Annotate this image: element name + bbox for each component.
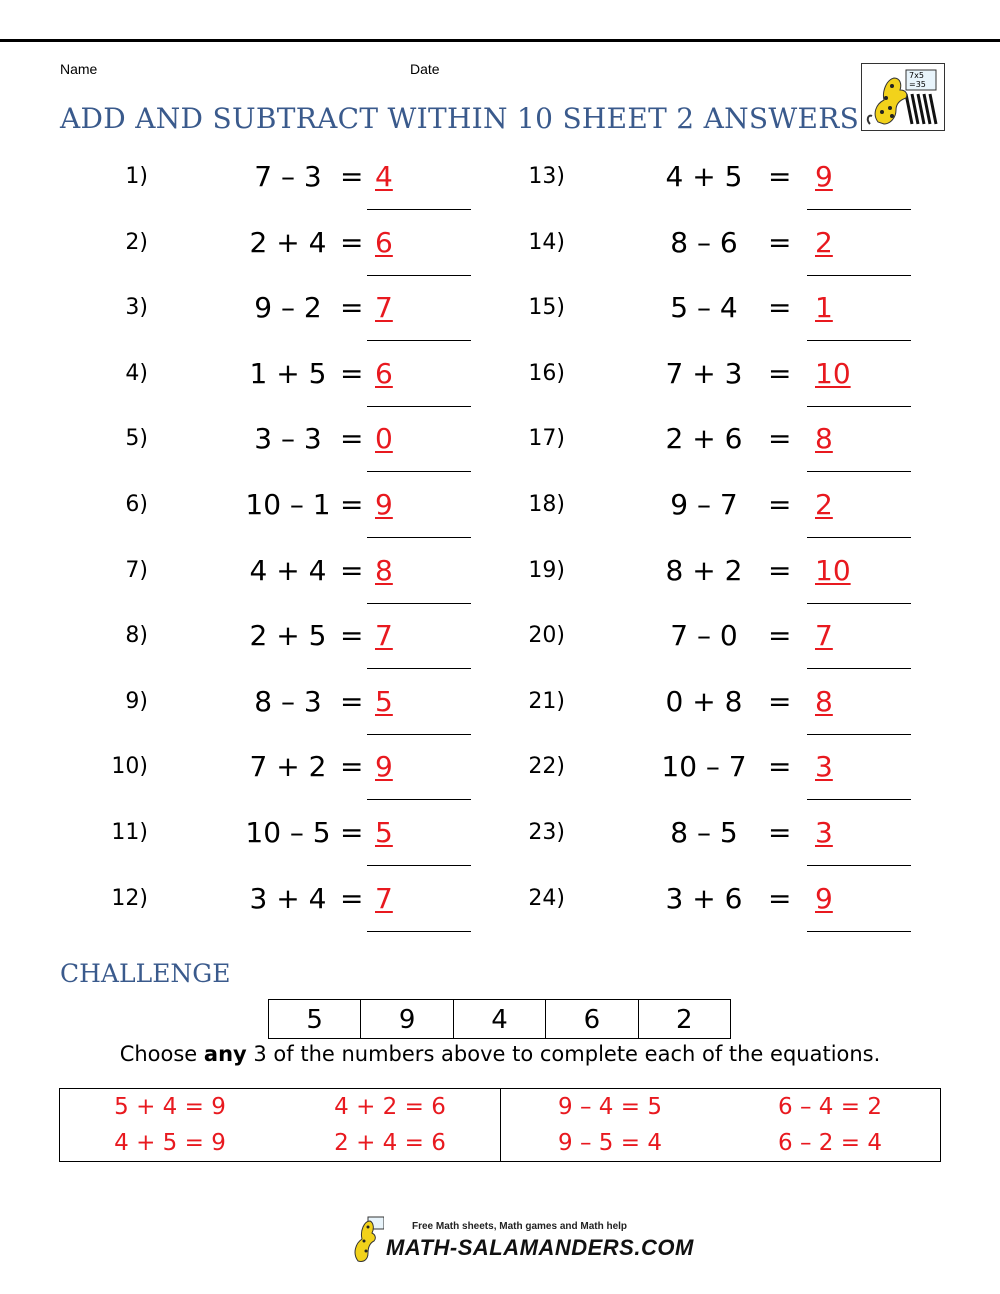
problem-number: 2) xyxy=(125,229,148,255)
problem-number: 17) xyxy=(528,426,565,452)
problem-answer: 6 xyxy=(375,356,393,390)
problem-number: 22) xyxy=(528,754,565,780)
problem-expression: 7 + 3 xyxy=(665,356,743,390)
answer-line xyxy=(367,406,471,407)
equals-sign: = xyxy=(340,881,364,915)
problem-number: 20) xyxy=(528,623,565,649)
equals-sign: = xyxy=(340,684,364,718)
challenge-answer: 6 – 4 = 2 xyxy=(778,1094,882,1120)
equals-sign: = xyxy=(768,356,792,390)
problem-expression: 2 + 4 xyxy=(249,225,327,259)
problem-number: 24) xyxy=(528,885,565,911)
problem-answer: 0 xyxy=(375,422,393,456)
footer-tagline: Free Math sheets, Math games and Math help xyxy=(412,1221,628,1232)
problem-answer: 8 xyxy=(375,553,393,587)
answer-line xyxy=(367,865,471,866)
problem-expression: 7 – 0 xyxy=(670,619,738,653)
problem-row xyxy=(0,410,1000,470)
challenge-instruction xyxy=(0,1042,1000,1066)
problem-expression: 1 + 5 xyxy=(249,356,327,390)
problem-row xyxy=(0,607,1000,667)
footer-site-link[interactable]: MATH-SALAMANDERS.COM xyxy=(386,1235,694,1260)
top-rule xyxy=(0,39,1000,42)
challenge-number: 9 xyxy=(361,1000,453,1038)
answer-line xyxy=(367,734,471,735)
problem-number: 15) xyxy=(528,295,565,321)
svg-text:7x5: 7x5 xyxy=(909,71,924,80)
answer-line xyxy=(367,471,471,472)
equals-sign: = xyxy=(340,356,364,390)
problem-number: 6) xyxy=(125,492,148,517)
answer-line xyxy=(807,471,911,472)
problem-number: 13) xyxy=(528,164,565,189)
problem-expression: 3 + 4 xyxy=(249,881,327,915)
problem-expression: 3 + 6 xyxy=(665,881,743,915)
problem-number: 23) xyxy=(528,820,565,845)
problem-expression: 2 + 5 xyxy=(249,619,327,653)
instruction-text: Choose xyxy=(119,1042,204,1066)
answer-line xyxy=(807,209,911,210)
equals-sign: = xyxy=(340,225,364,259)
answer-line xyxy=(367,931,471,932)
challenge-answer: 2 + 4 = 6 xyxy=(334,1130,446,1156)
answer-line xyxy=(807,865,911,866)
equals-sign: = xyxy=(768,684,792,718)
answer-line xyxy=(807,406,911,407)
problem-answer: 2 xyxy=(815,488,833,521)
equals-sign: = xyxy=(340,291,364,325)
answer-line xyxy=(367,537,471,538)
problem-expression: 4 + 5 xyxy=(665,160,743,193)
problem-expression: 9 – 2 xyxy=(254,291,322,325)
problem-expression: 7 + 2 xyxy=(249,750,327,784)
problem-answer: 7 xyxy=(375,291,393,325)
problem-number: 18) xyxy=(528,492,565,517)
salamander-logo xyxy=(861,63,945,131)
problem-expression: 2 + 6 xyxy=(665,422,743,456)
answer-line xyxy=(367,668,471,669)
problem-expression: 8 – 5 xyxy=(670,816,738,849)
equals-sign: = xyxy=(768,422,792,456)
problem-number: 21) xyxy=(528,688,565,714)
problem-number: 5) xyxy=(125,426,148,452)
problem-number: 8) xyxy=(125,623,148,649)
problem-expression: 10 – 5 xyxy=(245,816,331,849)
challenge-answer-box xyxy=(59,1088,941,1162)
answer-line xyxy=(807,603,911,604)
equals-sign: = xyxy=(340,422,364,456)
problem-expression: 8 – 6 xyxy=(670,225,738,259)
equals-sign: = xyxy=(768,488,792,521)
challenge-number: 5 xyxy=(269,1000,361,1038)
equals-sign: = xyxy=(340,160,364,193)
date-label: Date xyxy=(410,61,440,77)
challenge-answer: 9 – 5 = 4 xyxy=(558,1130,662,1156)
challenge-number-box xyxy=(268,999,731,1039)
salamander-logo-icon xyxy=(862,64,944,130)
name-label: Name xyxy=(60,61,98,77)
answer-line xyxy=(367,799,471,800)
problem-answer: 10 xyxy=(815,553,851,587)
problem-answer: 5 xyxy=(375,816,393,849)
problem-row xyxy=(0,870,1000,930)
problem-row xyxy=(0,279,1000,339)
salamander-footer-icon xyxy=(350,1215,384,1263)
problem-answer: 9 xyxy=(375,488,393,521)
equals-sign: = xyxy=(768,619,792,653)
answer-line xyxy=(367,209,471,210)
equals-sign: = xyxy=(768,750,792,784)
problem-answer: 2 xyxy=(815,225,833,259)
challenge-number: 2 xyxy=(676,1005,693,1035)
equals-sign: = xyxy=(340,488,364,521)
equals-sign: = xyxy=(340,619,364,653)
equals-sign: = xyxy=(340,750,364,784)
problem-number: 4) xyxy=(125,360,148,386)
instruction-text: 3 of the numbers above to complete each of the equations. xyxy=(246,1042,881,1066)
problem-answer: 3 xyxy=(815,816,833,849)
answer-line xyxy=(807,734,911,735)
problem-number: 9) xyxy=(125,688,148,714)
answer-line xyxy=(807,931,911,932)
problem-number: 12) xyxy=(111,885,148,911)
equals-sign: = xyxy=(768,291,792,325)
problem-answer: 6 xyxy=(375,225,393,259)
problem-expression: 9 – 7 xyxy=(670,488,738,521)
equals-sign: = xyxy=(768,553,792,587)
problem-expression: 8 + 2 xyxy=(665,553,743,587)
challenge-answer: 9 – 4 = 5 xyxy=(558,1094,662,1120)
problem-answer: 3 xyxy=(815,750,833,784)
answer-line xyxy=(807,668,911,669)
problem-number: 11) xyxy=(111,820,148,845)
problem-expression: 7 – 3 xyxy=(254,160,322,193)
problem-expression: 5 – 4 xyxy=(670,291,738,325)
problem-answer: 9 xyxy=(375,750,393,784)
problem-number: 1) xyxy=(125,164,148,189)
equals-sign: = xyxy=(768,160,792,193)
challenge-answer: 4 + 5 = 9 xyxy=(114,1130,226,1156)
problem-row xyxy=(0,804,1000,864)
problem-expression: 0 + 8 xyxy=(665,684,743,718)
challenge-answer: 6 – 2 = 4 xyxy=(778,1130,882,1156)
svg-text:=35: =35 xyxy=(909,80,926,89)
problem-number: 7) xyxy=(125,557,148,583)
problem-answer: 4 xyxy=(375,160,393,193)
problem-number: 14) xyxy=(528,229,565,255)
problem-number: 19) xyxy=(528,557,565,583)
worksheet-title: ADD AND SUBTRACT WITHIN 10 SHEET 2 ANSWERS xyxy=(60,102,860,135)
problem-expression: 10 – 1 xyxy=(245,488,331,521)
problem-row xyxy=(0,476,1000,536)
problem-answer: 7 xyxy=(375,619,393,653)
problem-answer: 8 xyxy=(815,422,833,456)
answer-line xyxy=(367,340,471,341)
challenge-title: CHALLENGE xyxy=(60,959,231,988)
equals-sign: = xyxy=(768,225,792,259)
problem-number: 16) xyxy=(528,360,565,386)
problem-row xyxy=(0,738,1000,798)
problem-row xyxy=(0,673,1000,733)
answer-line xyxy=(807,799,911,800)
equals-sign: = xyxy=(340,816,364,849)
challenge-number: 4 xyxy=(454,1000,546,1038)
answer-line xyxy=(807,537,911,538)
problem-answer: 1 xyxy=(815,291,833,325)
equals-sign: = xyxy=(340,553,364,587)
problem-row xyxy=(0,345,1000,405)
problem-expression: 4 + 4 xyxy=(249,553,327,587)
problem-answer: 9 xyxy=(815,881,833,915)
problem-answer: 10 xyxy=(815,356,851,390)
answer-line xyxy=(367,275,471,276)
problem-expression: 10 – 7 xyxy=(661,750,747,784)
problem-answer: 5 xyxy=(375,684,393,718)
problem-answer: 8 xyxy=(815,684,833,718)
problem-row xyxy=(0,542,1000,602)
challenge-number: 6 xyxy=(546,1000,638,1038)
problem-answer: 7 xyxy=(815,619,833,653)
instruction-bold: any xyxy=(203,1042,247,1066)
challenge-answer: 5 + 4 = 9 xyxy=(114,1094,226,1120)
problem-answer: 9 xyxy=(815,160,833,193)
problem-number: 3) xyxy=(125,295,148,321)
problem-number: 10) xyxy=(111,754,148,780)
problem-row xyxy=(0,148,1000,208)
challenge-answer: 4 + 2 = 6 xyxy=(334,1094,446,1120)
answer-line xyxy=(807,340,911,341)
problem-expression: 3 – 3 xyxy=(254,422,322,456)
problem-expression: 8 – 3 xyxy=(254,684,322,718)
footer-logo xyxy=(350,1215,694,1265)
problem-answer: 7 xyxy=(375,881,393,915)
equals-sign: = xyxy=(768,816,792,849)
equals-sign: = xyxy=(768,881,792,915)
answer-line xyxy=(807,275,911,276)
answer-line xyxy=(367,603,471,604)
problem-row xyxy=(0,214,1000,274)
